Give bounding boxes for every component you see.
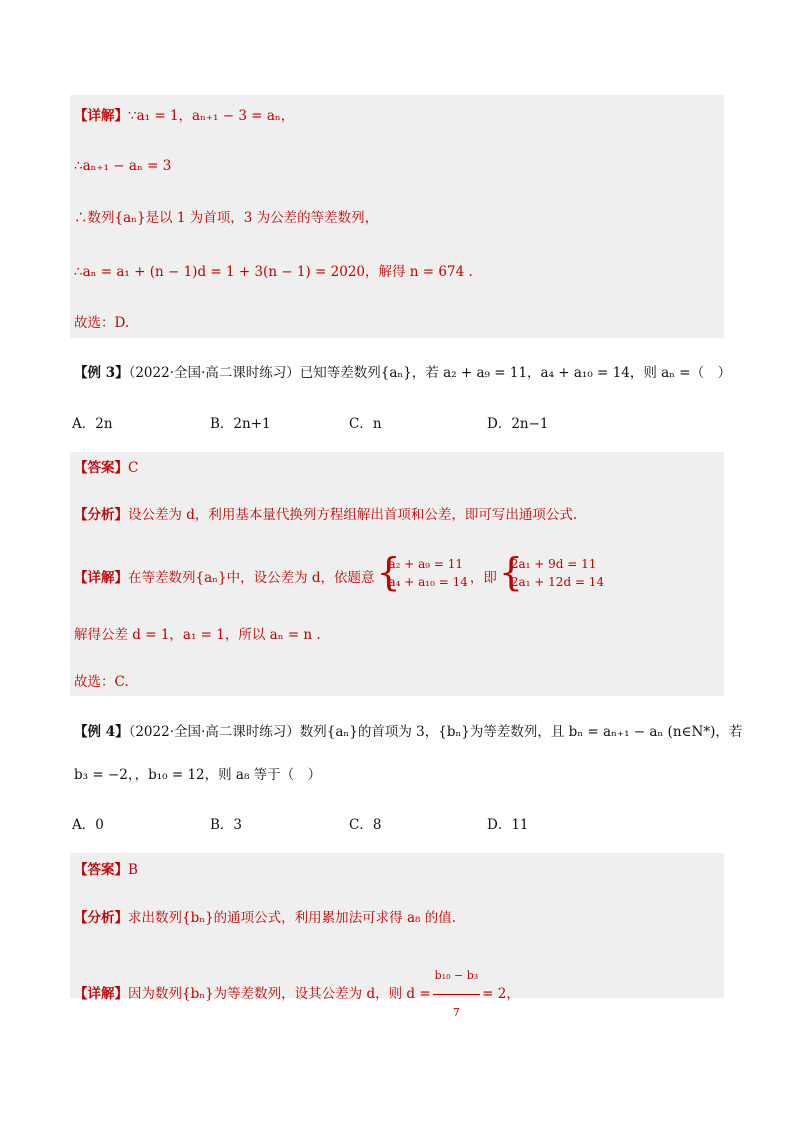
answer-line bbox=[74, 458, 138, 478]
option-a: A．2n bbox=[72, 416, 113, 432]
option-d: D．11 bbox=[487, 817, 529, 833]
fraction-numerator: b₁₀ − b₃ bbox=[433, 958, 481, 995]
fraction bbox=[433, 958, 481, 1031]
detail-tag: 【详解】 bbox=[74, 570, 128, 586]
equation-2a: 2a₁ + 9d = 11 bbox=[510, 557, 597, 571]
detail-tag: 【详解】 bbox=[74, 108, 128, 124]
detail-mid: ，即 bbox=[469, 570, 497, 586]
option-b: B．2n+1 bbox=[210, 416, 271, 432]
equation-system-2: { 2a₁ + 9d = 11 2a₁ + 12d = 14 bbox=[498, 550, 605, 594]
analysis-text: 设公差为 d，利用基本量代换列方程组解出首项和公差，即可写出通项公式. bbox=[128, 507, 578, 523]
detail-post: = 2， bbox=[482, 986, 520, 1002]
option-c: C．n bbox=[349, 416, 382, 432]
equation-1b: a₄ + a₁₀ = 14 bbox=[388, 575, 468, 589]
analysis-line bbox=[74, 505, 577, 525]
equation-1a: a₂ + a₉ = 11 bbox=[388, 557, 464, 571]
choose-line: 故选：C. bbox=[74, 674, 129, 690]
analysis-tag: 【分析】 bbox=[74, 507, 128, 523]
fraction-denominator: 7 bbox=[452, 1006, 460, 1019]
answer-value: B bbox=[128, 862, 138, 878]
detail-line-3: ∴数列{aₙ}是以 1 为首项，3 为公差的等差数列， bbox=[74, 210, 379, 226]
equation-2b: 2a₁ + 12d = 14 bbox=[510, 575, 605, 589]
example-3-question bbox=[74, 363, 731, 383]
option-c: C．8 bbox=[349, 817, 382, 833]
answer-value: C bbox=[128, 460, 139, 476]
answer-tag: 【答案】 bbox=[74, 460, 128, 476]
answer-line bbox=[74, 860, 138, 880]
example-3-label: 【例 3】 bbox=[74, 365, 129, 381]
example-3-text: （2022·全国·高二课时练习）已知等差数列{aₙ}，若 a₂ + a₉ = 11，a₄ + a₁₀ = 14，则 aₙ =（ ） bbox=[128, 365, 732, 381]
example-4-question-line-1 bbox=[74, 722, 742, 742]
detail-line-ex3 bbox=[74, 550, 606, 602]
example-4-text: （2022·全国·高二课时练习）数列{aₙ}的首项为 3，{bₙ}为等差数列，且 bₙ = aₙ₊₁ − aₙ (n∈N*)，若 bbox=[128, 724, 743, 740]
solve-line: 解得公差 d = 1，a₁ = 1，所以 aₙ = n . bbox=[74, 627, 321, 643]
example-4-question-line-2: b₃ = −2，，b₁₀ = 12，则 a₈ 等于（ ） bbox=[74, 767, 322, 783]
detail-line-5: 故选：D. bbox=[74, 315, 130, 331]
analysis-line bbox=[74, 908, 456, 928]
example-4-label: 【例 4】 bbox=[74, 724, 129, 740]
option-b: B．3 bbox=[210, 817, 243, 833]
detail-tag: 【详解】 bbox=[74, 986, 128, 1002]
option-a: A．0 bbox=[72, 817, 104, 833]
detail-text: ∵a₁ = 1，aₙ₊₁ − 3 = aₙ， bbox=[128, 108, 295, 124]
equation-system-1: { a₂ + a₉ = 11 a₄ + a₁₀ = 14 bbox=[376, 550, 468, 594]
option-d: D．2n−1 bbox=[487, 416, 549, 432]
analysis-tag: 【分析】 bbox=[74, 910, 128, 926]
analysis-text: 求出数列{bₙ}的通项公式，利用累加法可求得 a₈ 的值. bbox=[128, 910, 456, 926]
detail-line-ex4 bbox=[74, 958, 520, 1031]
detail-line-1 bbox=[74, 106, 294, 126]
detail-line-4: ∴aₙ = a₁ + (n − 1)d = 1 + 3(n − 1) = 2020，解得 n = 674 . bbox=[74, 264, 473, 280]
detail-text: 因为数列{bₙ}为等差数列，设其公差为 d，则 d = bbox=[128, 986, 431, 1002]
answer-tag: 【答案】 bbox=[74, 862, 128, 878]
detail-line-2: ∴aₙ₊₁ − aₙ = 3 bbox=[74, 158, 172, 174]
detail-text: 在等差数列{aₙ}中，设公差为 d，依题意 bbox=[128, 570, 375, 586]
